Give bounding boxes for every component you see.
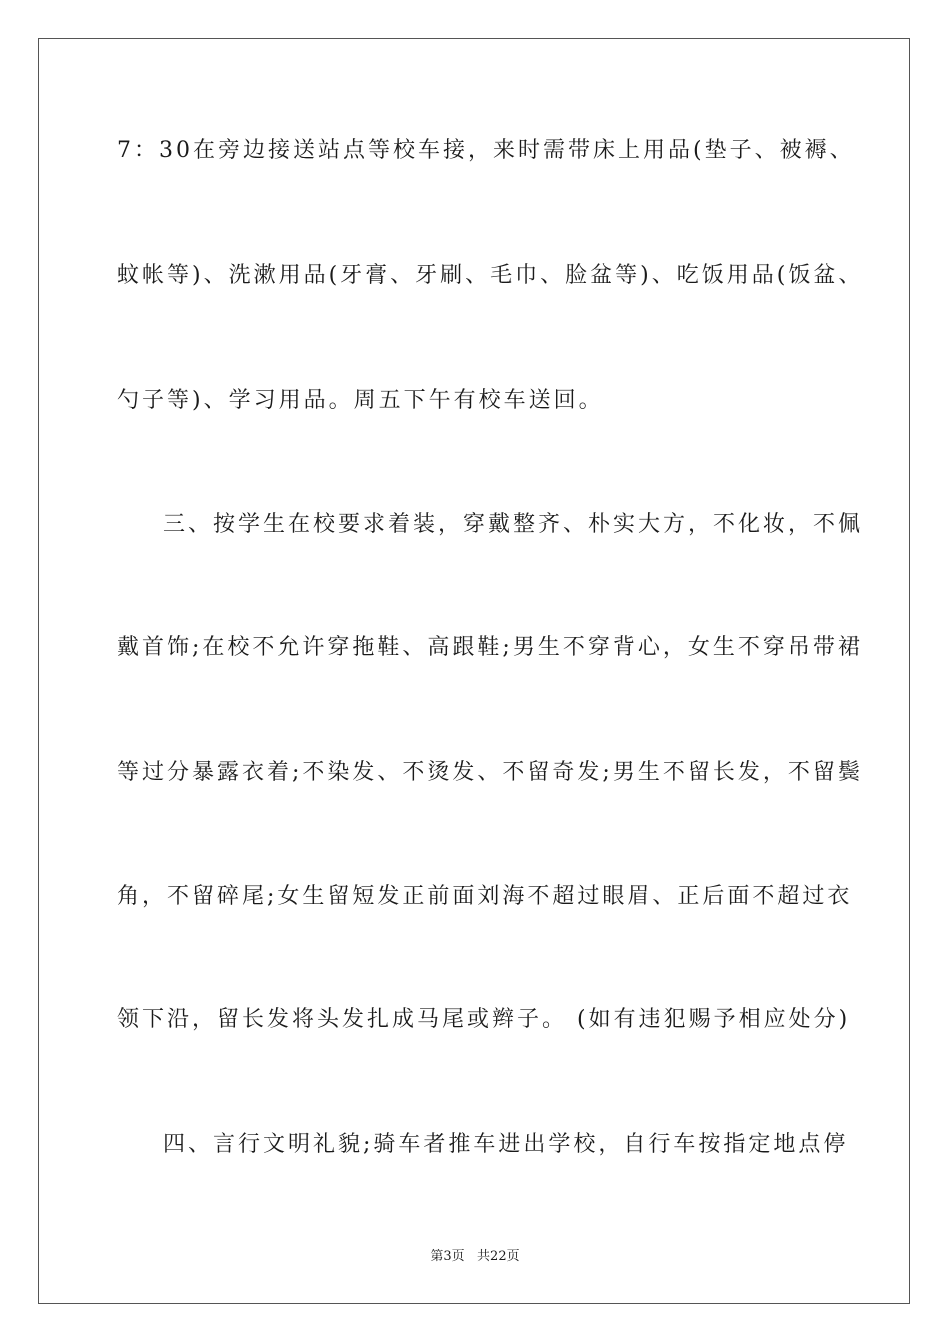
text-line: 等过分暴露衣着;不染发、不烫发、不留奇发;男生不留长发，不留鬓 — [117, 760, 863, 785]
page-frame — [38, 38, 910, 1304]
paragraph-3-start: 三、按学生在校要求着装，穿戴整齐、朴实大方，不化妆，不佩 — [163, 512, 864, 537]
text-line: 领下沿，留长发将头发扎成马尾或辫子。 (如有违犯赐予相应处分) — [117, 1007, 851, 1032]
text-line: 蚊帐等)、洗漱用品(牙膏、牙刷、毛巾、脸盆等)、吃饭用品(饭盆、 — [117, 263, 864, 288]
text-line: 角，不留碎尾;女生留短发正前面刘海不超过眼眉、正后面不超过衣 — [117, 884, 853, 909]
text-line: 勺子等)、学习用品。周五下午有校车送回。 — [117, 388, 604, 413]
text-line: 7：30在旁边接送站点等校车接，来时需带床上用品(垫子、被褥、 — [117, 138, 855, 163]
text-line: 戴首饰;在校不允许穿拖鞋、高跟鞋;男生不穿背心，女生不穿吊带裙 — [117, 635, 863, 660]
page-number-footer: 第3页 共22页 — [430, 1249, 520, 1264]
paragraph-4-start: 四、言行文明礼貌;骑车者推车进出学校，自行车按指定地点停 — [163, 1132, 849, 1157]
